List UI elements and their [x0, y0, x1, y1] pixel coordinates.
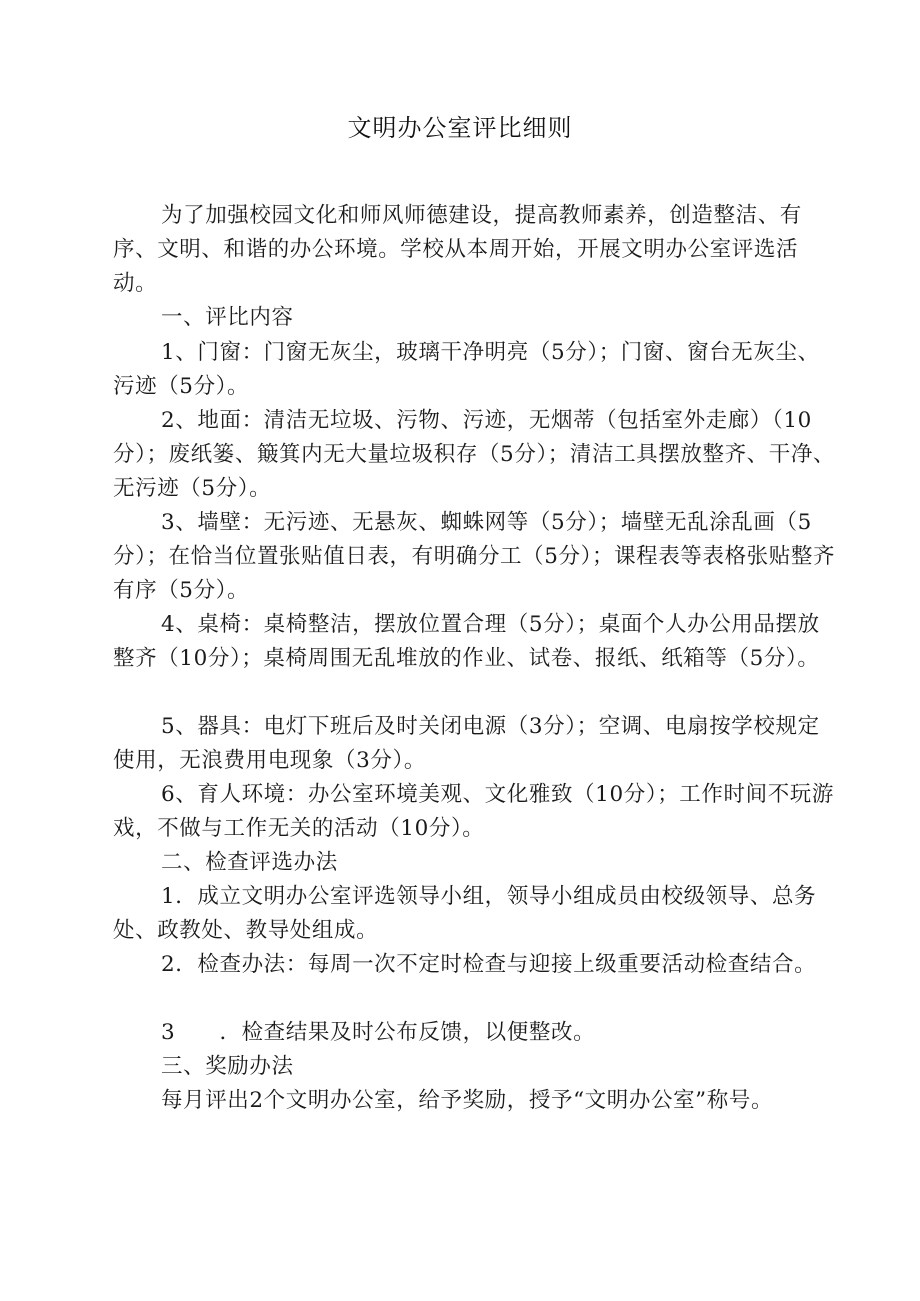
criteria-item-doors-windows: 1、门窗：门窗无灰尘，玻璃干净明亮（5分）；门窗、窗台无灰尘、污迹（5分）。 — [113, 340, 820, 399]
criteria-item-environment: 6、育人环境：办公室环境美观、文化雅致（10分）；工作时间不玩游戏，不做与工作无关的活动（10分）。 — [113, 782, 834, 841]
intro-paragraph: 为了加强校园文化和师风师德建设，提高教师素养，创造整洁、有序、文明、和谐的办公环境。学校从本周开始，开展文明办公室评选活动。 — [113, 203, 802, 296]
inspection-item-group: 1．成立文明办公室评选领导小组，领导小组成员由校级领导、总务处、政教处、教导处组成。 — [113, 884, 817, 943]
section-heading-rewards: 三、奖励办法 — [161, 1054, 294, 1079]
rewards-paragraph: 每月评出2个文明办公室，给予奖励，授予“文明办公室”称号。 — [161, 1088, 774, 1113]
document-title: 文明办公室评比细则 — [347, 114, 573, 142]
criteria-item-appliances: 5、器具：电灯下班后及时关闭电源（3分）；空调、电扇按学校规定使用，无浪费用电现象（3分）。 — [113, 714, 820, 773]
criteria-item-floor: 2、地面：清洁无垃圾、污物、污迹，无烟蒂（包括室外走廊）（10分）；废纸篓、簸箕内无大量垃圾积存（5分）；清洁工具摆放整齐、干净、无污迹（5分）。 — [113, 408, 836, 501]
section-heading-inspection: 二、检查评选办法 — [161, 850, 338, 875]
criteria-item-walls: 3、墙壁：无污迹、无悬灰、蜘蛛网等（5分）；墙壁无乱涂乱画（5分）；在恰当位置张贴值日表，有明确分工（5分）；课程表等表格张贴整齐有序（5分）。 — [113, 510, 836, 603]
inspection-item-results: 3 ．检查结果及时公布反馈，以便整改。 — [161, 1020, 596, 1045]
criteria-item-desks-chairs: 4、桌椅：桌椅整洁，摆放位置合理（5分）；桌面个人办公用品摆放整齐（10分）；桌椅周围无乱堆放的作业、试卷、报纸、纸箱等（5分）。 — [113, 612, 820, 671]
inspection-item-method: 2．检查办法：每周一次不定时检查与迎接上级重要活动检查结合。 — [161, 952, 817, 977]
section-heading-content: 一、评比内容 — [161, 305, 294, 330]
